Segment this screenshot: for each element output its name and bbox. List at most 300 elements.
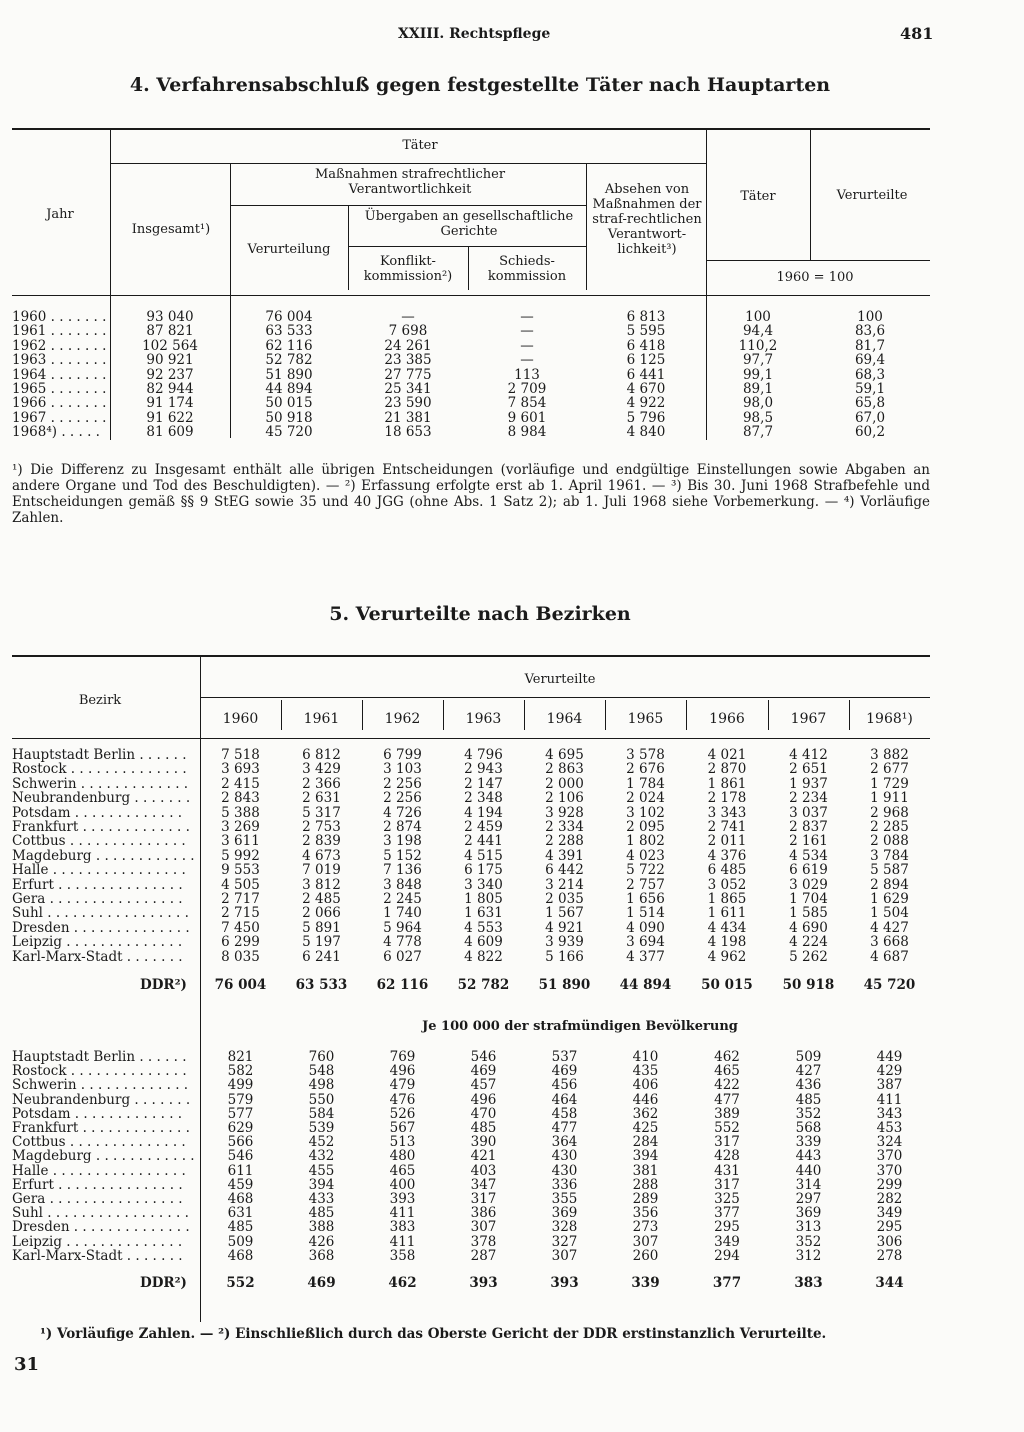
table-cell: 368 xyxy=(308,1247,335,1264)
table-cell: 5 891 xyxy=(302,919,341,936)
table-cell: 6 813 xyxy=(626,309,666,325)
table-cell: 430 xyxy=(551,1148,578,1165)
rule-line xyxy=(706,260,930,261)
table-cell: 411 xyxy=(389,1233,416,1250)
table-cell: 1 911 xyxy=(870,790,909,807)
table-cell: — xyxy=(520,352,534,369)
table-cell: 464 xyxy=(551,1091,578,1108)
table-cell: 1 805 xyxy=(464,891,503,907)
table-cell: 3 928 xyxy=(545,804,584,821)
table-cell: 6 812 xyxy=(302,747,341,763)
table-cell: 67,0 xyxy=(854,409,886,426)
header-index-base: 1960 = 100 xyxy=(776,270,854,285)
table-cell: 260 xyxy=(632,1247,659,1264)
table-cell: 568 xyxy=(795,1120,822,1136)
district-label: Dresden . . . . . . . . . . . . . . xyxy=(12,919,190,936)
table-cell: 629 xyxy=(227,1120,254,1136)
ddr-rate-cell: 462 xyxy=(388,1275,417,1291)
table-cell: 411 xyxy=(389,1205,416,1222)
table-cell: 3 029 xyxy=(789,876,828,893)
table-cell: 3 668 xyxy=(870,934,909,951)
table-cell: 462 xyxy=(714,1049,740,1065)
table-cell: 2 943 xyxy=(464,761,503,778)
table-cell: 307 xyxy=(632,1233,659,1250)
table-cell: 284 xyxy=(632,1134,659,1151)
table-cell: 282 xyxy=(876,1191,903,1207)
table-cell: 5 152 xyxy=(383,847,422,864)
table-cell: 2 837 xyxy=(789,819,828,835)
table-cell: 307 xyxy=(551,1247,578,1264)
table-cell: 6 418 xyxy=(626,337,666,354)
table-cell: 552 xyxy=(714,1120,740,1136)
table-cell: 2 024 xyxy=(626,790,665,807)
year-header: 1963 xyxy=(465,711,502,727)
table-cell: 1 567 xyxy=(545,905,584,922)
table-cell: 294 xyxy=(714,1247,740,1264)
table-cell: 4 198 xyxy=(707,934,747,951)
table-cell: 2 741 xyxy=(707,819,747,835)
district-label: Dresden . . . . . . . . . . . . . . xyxy=(12,1219,190,1236)
table-cell: 403 xyxy=(470,1162,497,1179)
table-cell: 387 xyxy=(876,1077,903,1094)
table-cell: 394 xyxy=(308,1176,335,1193)
table-cell: 6 027 xyxy=(383,948,422,965)
table-cell: 4 224 xyxy=(789,934,828,951)
table-cell: 432 xyxy=(308,1148,335,1165)
table5-footnote: ¹) Vorläufige Zahlen. — ²) Einschließlich durch das Oberste Gericht der DDR erstinstanzlich Verurteilte. xyxy=(40,1326,827,1342)
table-cell: 3 694 xyxy=(626,934,665,951)
table-cell: 3 343 xyxy=(707,804,747,821)
table-cell: 383 xyxy=(389,1219,416,1236)
table-cell: 7 450 xyxy=(221,919,260,936)
year-header: 1968¹) xyxy=(866,711,913,727)
table-cell: 435 xyxy=(632,1063,659,1080)
table-cell: 62 116 xyxy=(265,337,313,354)
table-cell: 468 xyxy=(227,1247,254,1264)
table-cell: 480 xyxy=(389,1148,416,1165)
table-cell: 328 xyxy=(551,1219,578,1236)
table-cell: 110,2 xyxy=(738,337,778,354)
ddr-total-cell: 50 015 xyxy=(701,977,753,993)
table-cell: 369 xyxy=(551,1205,578,1222)
rule-line xyxy=(230,205,586,206)
table-cell: 1 631 xyxy=(464,905,503,922)
table-cell: 52 782 xyxy=(265,352,313,369)
table-cell: 81,7 xyxy=(854,337,886,354)
district-label: Neubrandenburg . . . . . . . xyxy=(12,1091,191,1108)
table5-top-rule xyxy=(12,655,930,657)
table-cell: 485 xyxy=(470,1120,497,1136)
table-cell: 411 xyxy=(876,1091,903,1108)
table-cell: 2 757 xyxy=(626,876,665,893)
table-cell: 2 651 xyxy=(789,761,828,778)
table-cell: 1 704 xyxy=(789,891,828,907)
district-label: Schwerin . . . . . . . . . . . . . xyxy=(12,1077,189,1094)
table-cell: 59,1 xyxy=(854,381,886,397)
header-taeter-index: Täter xyxy=(740,189,776,204)
table-cell: 3 693 xyxy=(221,761,260,778)
table-cell: 3 429 xyxy=(302,761,341,778)
table-cell: 2 088 xyxy=(870,833,909,850)
table-cell: 2 839 xyxy=(302,833,341,850)
table-cell: 457 xyxy=(470,1077,497,1094)
table-cell: 3 848 xyxy=(383,876,422,893)
table-cell: 1 729 xyxy=(870,775,909,792)
table-cell: 430 xyxy=(551,1162,578,1179)
table-cell: 1 611 xyxy=(707,905,747,922)
table-cell: 390 xyxy=(470,1134,497,1151)
table-cell: 577 xyxy=(227,1105,254,1122)
district-label: Gera . . . . . . . . . . . . . . . . xyxy=(12,1191,183,1207)
table-cell: 287 xyxy=(470,1247,497,1264)
table-cell: 477 xyxy=(714,1091,740,1108)
table-cell: 2 715 xyxy=(221,905,260,922)
table-cell: 25 341 xyxy=(384,381,432,397)
district-label: Halle . . . . . . . . . . . . . . . . xyxy=(12,862,186,879)
district-label: Cottbus . . . . . . . . . . . . . . xyxy=(12,833,186,850)
header-jahr: Jahr xyxy=(46,207,74,222)
table-cell: 426 xyxy=(308,1233,335,1250)
ddr-rate-cell: 339 xyxy=(631,1275,660,1291)
table-cell: 440 xyxy=(795,1162,822,1179)
ddr-total-label: DDR²) xyxy=(140,977,187,993)
table-cell: 2 348 xyxy=(464,790,503,807)
ddr-total-cell: 62 116 xyxy=(376,977,429,993)
table-cell: 421 xyxy=(470,1148,497,1165)
year-header: 1961 xyxy=(303,711,340,727)
table-cell: 5 992 xyxy=(221,847,260,864)
district-label: Karl-Marx-Stadt . . . . . . . xyxy=(12,948,183,965)
table-cell: 1 504 xyxy=(870,905,909,922)
table-cell: 4 687 xyxy=(870,948,909,965)
table-cell: — xyxy=(520,337,534,354)
table-cell: 312 xyxy=(795,1247,822,1264)
table-cell: 7 518 xyxy=(221,747,260,763)
table-cell: 1 784 xyxy=(626,775,665,792)
table-cell: 393 xyxy=(389,1191,416,1207)
table-cell: 579 xyxy=(227,1091,254,1108)
table-cell: 4 673 xyxy=(302,847,341,864)
table-cell: 4 534 xyxy=(789,847,828,864)
table-cell: 327 xyxy=(551,1233,578,1250)
table-cell: 325 xyxy=(714,1191,740,1207)
table-cell: 1 656 xyxy=(626,891,665,907)
table-cell: 6 241 xyxy=(302,948,341,965)
table-cell: 44 894 xyxy=(265,381,313,397)
table-cell: 2 288 xyxy=(545,833,584,850)
table-cell: 60,2 xyxy=(854,424,886,441)
table-cell: 4 412 xyxy=(789,747,828,763)
table-cell: 295 xyxy=(876,1219,903,1236)
table-cell: 288 xyxy=(632,1176,659,1193)
table-cell: 5 197 xyxy=(302,934,341,951)
table-cell: 2 234 xyxy=(789,790,828,807)
table-cell: 355 xyxy=(551,1191,578,1207)
table-cell: 381 xyxy=(632,1162,659,1179)
table-cell: 5 317 xyxy=(302,804,341,821)
table-cell: 4 695 xyxy=(545,747,584,763)
table-cell: 4 434 xyxy=(707,919,747,936)
table-cell: — xyxy=(520,309,534,325)
district-label: Magdeburg . . . . . . . . . . . . xyxy=(12,1148,195,1165)
table-cell: 93 040 xyxy=(146,309,194,325)
table-cell: 496 xyxy=(470,1091,497,1108)
table-cell: 1 937 xyxy=(789,775,828,792)
table-cell: 83,6 xyxy=(854,323,886,340)
table-cell: 98,5 xyxy=(742,409,774,426)
district-label: Gera . . . . . . . . . . . . . . . . xyxy=(12,891,183,907)
district-label: Hauptstadt Berlin . . . . . . xyxy=(12,747,187,763)
ddr-rate-cell: 393 xyxy=(550,1275,579,1291)
table-cell: 4 796 xyxy=(464,747,503,763)
table-cell: 470 xyxy=(470,1105,497,1122)
table-cell: 3 939 xyxy=(545,934,584,951)
table-cell: 2 753 xyxy=(302,819,341,835)
district-label: Leipzig . . . . . . . . . . . . . . xyxy=(12,1233,183,1250)
table-cell: 456 xyxy=(551,1077,578,1094)
table-cell: 349 xyxy=(714,1233,740,1250)
table-cell: 21 381 xyxy=(384,409,432,426)
district-label: Neubrandenburg . . . . . . . xyxy=(12,790,191,807)
table-cell: 7 698 xyxy=(388,323,428,340)
table-cell: 352 xyxy=(795,1105,822,1122)
table-cell: 102 564 xyxy=(142,337,198,354)
table-cell: 7 854 xyxy=(507,395,547,412)
table-cell: 91 622 xyxy=(146,409,194,426)
table-cell: 4 962 xyxy=(707,948,747,965)
table-cell: 2 095 xyxy=(626,819,665,835)
table-cell: 6 441 xyxy=(626,366,666,383)
table-cell: 358 xyxy=(389,1247,416,1264)
table-cell: 458 xyxy=(551,1105,578,1122)
rule-line xyxy=(348,246,586,247)
table-cell: 4 023 xyxy=(626,847,665,864)
district-label: Frankfurt . . . . . . . . . . . . . xyxy=(12,819,190,835)
table-cell: 3 882 xyxy=(870,747,909,763)
table-cell: 465 xyxy=(389,1162,416,1179)
year-header: 1966 xyxy=(709,711,745,727)
table-cell: 4 090 xyxy=(626,919,665,936)
table-cell: 8 035 xyxy=(221,948,260,965)
table-cell: 113 xyxy=(514,366,540,383)
header-verurteilte: Verurteilte xyxy=(524,672,596,687)
table-cell: 343 xyxy=(876,1105,903,1122)
table-cell: 273 xyxy=(632,1219,659,1236)
footer-page-number: 31 xyxy=(14,1354,40,1375)
chapter-header: XXIII. Rechtspflege xyxy=(398,26,551,42)
table-cell: 364 xyxy=(551,1134,578,1151)
table-cell: 468 xyxy=(227,1191,254,1207)
table-cell: 2 843 xyxy=(221,790,260,807)
table-cell: 87,7 xyxy=(742,424,774,441)
table-cell: 5 166 xyxy=(545,948,584,965)
table-cell: 477 xyxy=(551,1120,578,1136)
table-cell: 2 863 xyxy=(545,761,584,778)
header-verurteilung: Verurteilung xyxy=(247,242,331,257)
table-cell: 82 944 xyxy=(146,381,194,397)
district-label: Rostock . . . . . . . . . . . . . . xyxy=(12,761,187,778)
header-konflikt: Konflikt-kommission²) xyxy=(363,254,453,284)
table-cell: 446 xyxy=(632,1091,659,1108)
table-cell: 307 xyxy=(470,1219,497,1236)
ddr-total-cell: 50 918 xyxy=(782,977,835,993)
district-label: Rostock . . . . . . . . . . . . . . xyxy=(12,1063,187,1080)
table-cell: 476 xyxy=(389,1091,416,1108)
table-cell: 459 xyxy=(227,1176,254,1193)
table-cell: 9 601 xyxy=(507,409,547,426)
table-cell: 324 xyxy=(876,1134,903,1151)
table-cell: 4 609 xyxy=(464,934,503,951)
table-cell: 4 840 xyxy=(626,424,666,441)
district-label: Suhl . . . . . . . . . . . . . . . . . xyxy=(12,905,189,922)
table-cell: 4 391 xyxy=(545,847,584,864)
table4-footnote: ¹) Die Differenz zu Insgesamt enthält alle übrigen Entscheidungen (vorläufige und endgültige Einstellungen sowie Abgaben an andere Organe und Tod des Beschuldigten). — ²) Erfassung erfolgte erst ab 1. April 1961. — ³) Bis 30. Juni 1968 Strafbefehle und Entscheidungen gemäß §§ 9 StEG sowie 35 und 40 JGG (ohne Abs. 1 Satz 2); ab 1. Juli 1968 siehe Vorbemerkung. — ⁴) Vorläufige Zahlen. xyxy=(12,462,930,526)
table5-title: 5. Verurteilte nach Bezirken xyxy=(329,603,631,625)
table-cell: 485 xyxy=(795,1091,822,1108)
row-year: 1966 . . . . . . . xyxy=(12,395,107,412)
table-cell: 631 xyxy=(227,1205,254,1222)
table-cell: 546 xyxy=(470,1049,497,1065)
table-cell: 4 670 xyxy=(626,381,666,397)
table-cell: 469 xyxy=(551,1063,578,1080)
table-cell: 429 xyxy=(876,1063,903,1080)
table-cell: 550 xyxy=(308,1091,335,1108)
table-cell: 69,4 xyxy=(854,352,886,369)
table-cell: 410 xyxy=(632,1049,659,1065)
table-cell: 2 894 xyxy=(870,876,909,893)
district-label: Potsdam . . . . . . . . . . . . . xyxy=(12,804,183,821)
table-cell: 91 174 xyxy=(146,395,194,412)
table-cell: 356 xyxy=(632,1205,659,1222)
table-cell: 388 xyxy=(308,1219,335,1236)
table-cell: 87 821 xyxy=(146,323,194,340)
ddr-rate-cell: 393 xyxy=(469,1275,498,1291)
table-cell: 4 515 xyxy=(464,847,503,864)
table-cell: 452 xyxy=(308,1134,335,1151)
table-cell: 370 xyxy=(876,1162,903,1179)
table-cell: 2 147 xyxy=(464,775,503,792)
table-cell: 2 161 xyxy=(789,833,828,850)
table-cell: 2 366 xyxy=(302,775,341,792)
table-cell: 378 xyxy=(470,1233,497,1250)
table-cell: 306 xyxy=(876,1233,903,1250)
table-cell: 317 xyxy=(714,1134,740,1151)
table-cell: 389 xyxy=(714,1105,740,1122)
table-cell: 4 553 xyxy=(464,919,503,936)
table-cell: 3 611 xyxy=(221,833,260,850)
table-cell: 6 485 xyxy=(707,862,747,879)
table-cell: 425 xyxy=(632,1120,659,1136)
rule-line xyxy=(110,163,706,164)
table-cell: 2 415 xyxy=(221,775,260,792)
ddr-total-cell: 45 720 xyxy=(863,977,916,993)
table-cell: 4 427 xyxy=(870,919,909,936)
table-cell: 3 578 xyxy=(626,747,665,763)
table-cell: 455 xyxy=(308,1162,335,1179)
table-cell: 2 066 xyxy=(302,905,341,922)
header-taeter: Täter xyxy=(402,138,438,153)
table-cell: 453 xyxy=(876,1120,903,1136)
column-rule xyxy=(810,130,811,260)
table-cell: 4 778 xyxy=(383,934,422,951)
column-rule xyxy=(468,246,469,290)
table-cell: — xyxy=(520,323,534,340)
table-cell: 509 xyxy=(795,1049,822,1065)
table-cell: 537 xyxy=(551,1049,578,1065)
table-cell: 436 xyxy=(795,1077,822,1094)
table-cell: 92 237 xyxy=(146,366,194,383)
table-cell: 406 xyxy=(632,1077,659,1094)
table-cell: 5 964 xyxy=(383,919,422,936)
rule-line xyxy=(200,697,930,698)
table-cell: 2 245 xyxy=(383,891,422,907)
ddr-rate-cell: 344 xyxy=(875,1275,904,1291)
table-cell: 5 722 xyxy=(626,862,665,879)
table-cell: 3 198 xyxy=(383,833,422,850)
year-header: 1967 xyxy=(790,711,827,727)
ddr-total-cell: 52 782 xyxy=(457,977,510,993)
table-cell: 2 677 xyxy=(870,761,909,778)
table4-top-rule xyxy=(12,128,930,130)
table-cell: 339 xyxy=(795,1134,822,1151)
table-cell: 4 922 xyxy=(626,395,666,412)
table-cell: 3 784 xyxy=(870,847,909,864)
table-cell: 65,8 xyxy=(854,395,886,412)
table-cell: 63 533 xyxy=(265,323,313,340)
header-uebergaben: Übergaben an gesellschaftliche Gerichte xyxy=(364,209,574,239)
table-cell: 90 921 xyxy=(146,352,194,369)
table-cell: 582 xyxy=(227,1063,254,1080)
table4-title: 4. Verfahrensabschluß gegen festgestellte Täter nach Hauptarten xyxy=(129,74,831,96)
table-cell: 2 631 xyxy=(302,790,341,807)
table-cell: 465 xyxy=(714,1063,740,1080)
table-cell: 99,1 xyxy=(742,366,774,383)
table-cell: 5 388 xyxy=(221,804,260,821)
header-insgesamt: Insgesamt¹) xyxy=(131,222,211,237)
table-cell: 97,7 xyxy=(742,352,774,369)
district-label: Hauptstadt Berlin . . . . . . xyxy=(12,1049,187,1065)
table-cell: 2 035 xyxy=(545,891,584,907)
table-cell: 539 xyxy=(308,1120,335,1136)
table-cell: 8 984 xyxy=(507,424,547,441)
table-cell: 3 102 xyxy=(626,804,665,821)
table-cell: 100 xyxy=(745,309,771,325)
column-rule xyxy=(586,163,587,290)
table-cell: 50 918 xyxy=(265,409,313,426)
table-cell: 509 xyxy=(227,1233,254,1250)
table-cell: 400 xyxy=(389,1176,416,1193)
table-cell: 51 890 xyxy=(265,366,313,383)
table-cell: 2 256 xyxy=(383,790,422,807)
table-cell: 3 269 xyxy=(221,819,260,835)
table-cell: 6 799 xyxy=(383,747,422,763)
ddr-total-cell: 63 533 xyxy=(295,977,348,993)
header-bezirk: Bezirk xyxy=(78,693,122,708)
table-cell: 7 019 xyxy=(302,862,341,879)
table-cell: 2 011 xyxy=(707,833,747,850)
table-cell: 289 xyxy=(632,1191,659,1207)
table-cell: 9 553 xyxy=(221,862,260,879)
row-year: 1963 . . . . . . . xyxy=(12,352,107,369)
table-cell: 1 802 xyxy=(626,833,665,850)
table-cell: 5 796 xyxy=(626,409,666,426)
table-cell: 2 485 xyxy=(302,891,341,907)
page-number: 481 xyxy=(900,24,934,43)
table-cell: 513 xyxy=(389,1134,416,1151)
table-cell: 100 xyxy=(857,309,883,325)
row-year: 1968⁴) . . . . . xyxy=(12,424,100,441)
row-year: 1960 . . . . . . . xyxy=(12,309,107,325)
